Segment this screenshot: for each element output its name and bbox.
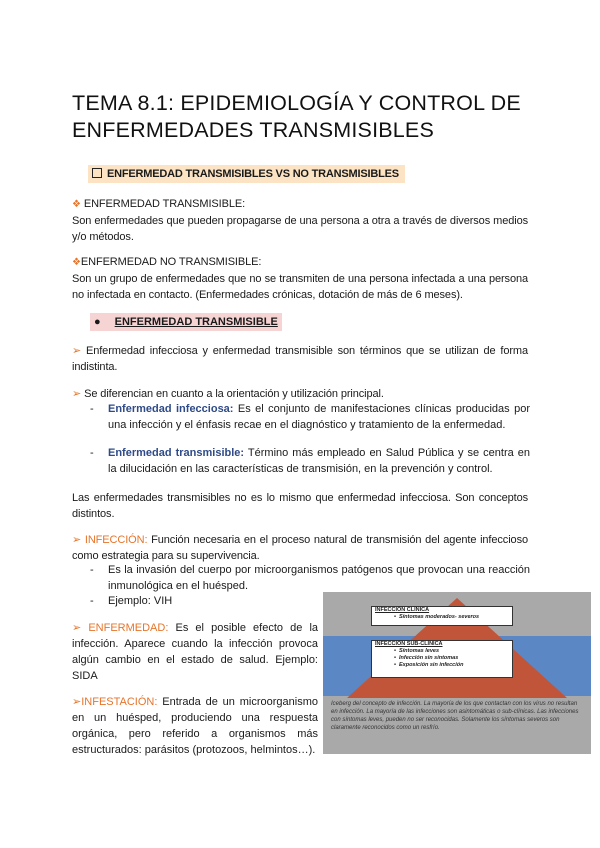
- paragraph-infeccion: [72, 532, 528, 564]
- list-item-transmisible: - Enfermedad transmisible: Término más empleado en Salud Pública y se centra en la dilucidación en las características de transmisión, en la prevención y control.: [90, 447, 531, 475]
- arrow-bullet-icon: ➢: [72, 622, 82, 634]
- arrow-bullet-icon: ➢: [72, 534, 82, 546]
- checkbox-icon: [92, 168, 102, 178]
- text-invasion: Es la invasión del cuerpo por microorganismos patógenos que provocan una reacción inmunológica en el huésped.: [108, 564, 530, 592]
- section-heading-label: ENFERMEDAD TRANSMISIBLES VS NO TRANSMISIBLES: [107, 168, 399, 180]
- box-infeccion-clinica: [371, 606, 513, 626]
- text-enfermedad: Es el posible efecto de la infección. Aparece cuando la infección provoca algún cambio en el estado de salud. Ejemplo: SIDA: [72, 622, 319, 682]
- label-infestacion: INFESTACIÓN:: [81, 696, 158, 708]
- paragraph-conceptos: Las enfermedades transmisibles no es lo mismo que enfermedad infecciosa. Son conceptos distintos.: [72, 492, 528, 520]
- diamond-bullet-icon: ❖: [72, 199, 81, 210]
- figure-caption: Iceberg del concepto de infección. La mayoría de los que contactan con los virus no resultan en infección. La mayoría de las infecciones son asintomáticas o sub-clínicas. Las infecciones con síntomas leves, pueden no ser reconocidas. Solamente los síntomas severos son claramente reconocidos como un resfrío.: [331, 701, 579, 731]
- arrow-bullet-icon: ➢: [72, 388, 82, 400]
- subclinica-item: • Infección sin síntomas: [394, 655, 459, 661]
- paragraph-no-transmisible: [72, 254, 528, 303]
- clinica-item: • Síntomas moderados- severos: [394, 614, 480, 620]
- subclinica-heading: INFECCIÓN SUB-CLÍNICA: [375, 641, 443, 647]
- label-infecciosa: Enfermedad infecciosa:: [108, 403, 234, 415]
- subclinica-item: • Exposición sin infección: [394, 662, 464, 668]
- page-title: TEMA 8.1: EPIDEMIOLOGÍA Y CONTROL DE ENFERMEDADES TRANSMISIBLES: [72, 91, 521, 142]
- list-item-invasion: - Es la invasión del cuerpo por microorganismos patógenos que provocan una reacción inmunológica en el huésped.: [90, 563, 530, 594]
- label-transmisible: ENFERMEDAD TRANSMISIBLE:: [83, 198, 246, 210]
- text-ejemplo-vih: Ejemplo: VIH: [108, 595, 173, 607]
- arrow-bullet-icon: ➢: [72, 696, 82, 708]
- paragraph-transmisible: [72, 196, 528, 245]
- dot-bullet-icon: ●: [94, 316, 101, 328]
- paragraph-terminos: [72, 343, 528, 375]
- section-heading-transmisibles-vs-no: [88, 165, 405, 183]
- paragraph-enfermedad: [72, 620, 318, 684]
- list-item-ejemplo-vih: - Ejemplo: VIH: [90, 594, 310, 610]
- list-item-infecciosa: - Enfermedad infecciosa: Es el conjunto de manifestaciones clínicas producidas por una infección y el énfasis recae en el diagnóstico y tratamiento de la enfermedad.: [90, 403, 530, 431]
- paragraph-infestacion: [72, 694, 318, 758]
- text-transmisible: Son enfermedades que pueden propagarse de una persona a otra a través de diversos medios y/o métodos.: [72, 215, 528, 243]
- text-transmisible-def: Término más empleado en Salud Pública y se centra en la dilucidación en las características de transmisión, en la prevención y control.: [108, 447, 531, 475]
- label-transmisible-def: Enfermedad transmisible:: [108, 447, 245, 459]
- label-enfermedad: ENFERMEDAD:: [88, 622, 169, 634]
- iceberg-figure: [323, 592, 591, 754]
- text-terminos: Enfermedad infecciosa y enfermedad transmisible son términos que se utilizan de forma indistinta.: [72, 345, 528, 373]
- text-infeccion: Función necesaria en el proceso natural de transmisión del agente infeccioso como estrategia para su supervivencia.: [72, 534, 528, 562]
- text-infecciosa: Es el conjunto de manifestaciones clínicas producidas por una infección y el énfasis recae en el diagnóstico y tratamiento de la enfermedad.: [108, 403, 530, 431]
- text-diferencian: Se diferencian en cuanto a la orientación y utilización principal.: [84, 388, 384, 400]
- subclinica-item: • Síntomas leves: [394, 648, 440, 654]
- box-infeccion-subclinica: [371, 640, 513, 678]
- arrow-bullet-icon: ➢: [72, 345, 82, 357]
- label-no-transmisible: ENFERMEDAD NO TRANSMISIBLE:: [80, 256, 262, 268]
- text-no-transmisible: Son un grupo de enfermedades que no se transmiten de una persona infectada a una persona no infectada en contacto. (Enfermedades crónicas, dotación de más de 6 meses).: [72, 273, 528, 301]
- clinica-heading: INFECCIÓN CLÍNICA: [375, 607, 430, 613]
- paragraph-diferencian: [72, 386, 528, 402]
- diamond-bullet-icon: ❖: [72, 257, 81, 268]
- section-heading-enfermedad-transmisible: [90, 313, 282, 331]
- section-heading-label: ENFERMEDAD TRANSMISIBLE: [114, 316, 278, 328]
- text-infestacion: Entrada de un microorganismo en un huésped, produciendo una respuesta orgánica, pero referido a organismos más estructurados: parásitos (protozoos, helmintos…).: [72, 696, 318, 756]
- label-infeccion: INFECCIÓN:: [84, 534, 148, 546]
